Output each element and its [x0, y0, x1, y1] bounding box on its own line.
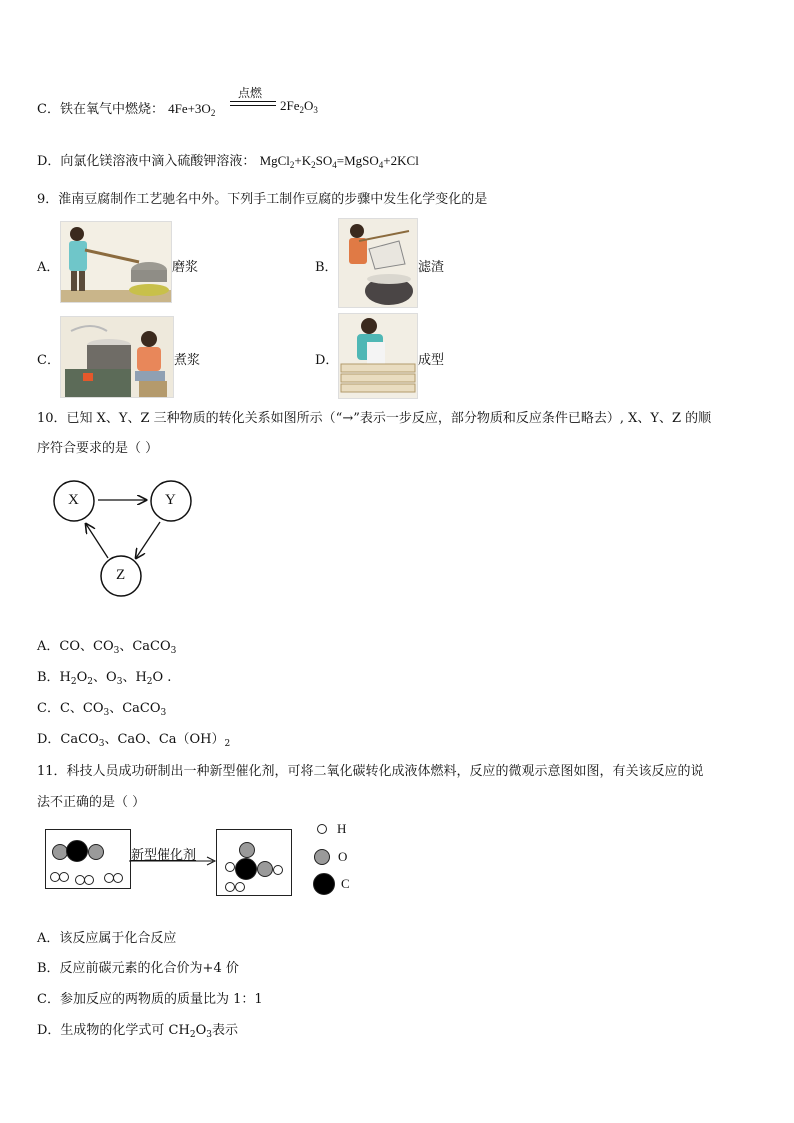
hydrogen-atom: [113, 873, 123, 883]
oxygen-atom: [239, 842, 255, 858]
q8-option-d-label: D．向氯化镁溶液中滴入硫酸钾溶液：: [37, 154, 256, 169]
reaction-condition: 点燃: [238, 86, 263, 100]
oxygen-atom: [257, 861, 273, 877]
product-box: [216, 829, 292, 896]
q10-option-d: D．CaCO$_3$、CaO、$Ca(OH)_2$: [37, 732, 231, 749]
q10-stem-line1: 10．已知 X、Y、Z 三种物质的转化关系如图所示（“→”表示一步反应，部分物质和反应条件已略去）, X、Y、Z 的顺: [37, 411, 712, 426]
legend-carbon-icon: [313, 873, 335, 895]
q9-option-d-letter: D．: [315, 353, 339, 368]
q8-option-c: [37, 98, 215, 118]
node-x: X: [68, 492, 79, 508]
q11-stem-line1: 11．科技人员成功研制出一种新型催化剂，可将二氧化碳转化成液体燃料，反应的微观示意图如图，有关该反应的说: [37, 764, 704, 779]
q11-option-a: A．该反应属于化合反应: [37, 931, 177, 946]
q9-option-d-label: 成型: [418, 353, 445, 368]
q9-option-a-letter: A．: [37, 260, 60, 275]
legend-oxygen-label: O: [338, 849, 348, 864]
legend-carbon-label: C: [341, 876, 350, 891]
q10-option-b: B．$H_2O_2$、$O_3$、$H_2O$ .: [37, 670, 172, 687]
q9-option-b-label: 滤渣: [418, 260, 445, 275]
q9-option-b-letter: B．: [315, 260, 338, 275]
q9-option-a-label: 磨浆: [172, 260, 199, 275]
shaping-illustration: [338, 313, 418, 399]
catalyst-label: 新型催化剂: [131, 848, 197, 863]
node-z: Z: [116, 567, 126, 583]
q11-option-c: C．参加反应的两物质的质量比为 1：1: [37, 992, 263, 1007]
legend-oxygen-icon: [314, 849, 330, 865]
hydrogen-atom: [235, 882, 245, 892]
equals-sign: [230, 101, 276, 106]
hydrogen-atom: [225, 862, 235, 872]
reactants-box: [45, 829, 131, 889]
hydrogen-atom: [225, 882, 235, 892]
carbon-atom: [235, 858, 257, 880]
node-y: Y: [165, 492, 176, 508]
q9-option-c-label: 煮浆: [174, 353, 201, 368]
q11-stem-line2: 法不正确的是（ ）: [37, 795, 146, 810]
q10-option-c: C．C、$CO_3$、CaCO$_3$: [37, 701, 167, 718]
q8-option-d-equation: $MgCl_2+K_2SO_4=MgSO_4+2KCl$: [259, 153, 419, 170]
legend-hydrogen-icon: [317, 824, 327, 834]
hydrogen-atom: [273, 865, 283, 875]
q9-stem: 9．淮南豆腐制作工艺驰名中外。下列手工制作豆腐的步骤中发生化学变化的是: [37, 192, 488, 207]
q10-stem-line2: 序符合要求的是（ ）: [37, 441, 159, 456]
q11-option-d: D．生成物的化学式可 $CH_2O_3$表示: [37, 1023, 238, 1040]
q11-option-b: B．反应前碳元素的化合价为+4 价: [37, 961, 239, 976]
reaction-arrow: [129, 856, 217, 866]
grinding-illustration: [60, 221, 172, 303]
hydrogen-atom: [84, 875, 94, 885]
hydrogen-atom: [59, 872, 69, 882]
oxygen-atom: [88, 844, 104, 860]
q9-option-c-letter: C．: [37, 353, 60, 368]
q8-option-d: [37, 150, 419, 170]
q8-option-c-equation-left: $4Fe+3O_2$: [168, 101, 216, 118]
legend-hydrogen-label: H: [337, 821, 347, 836]
q10-option-a: A．CO、$CO_3$、CaCO$_3$: [37, 639, 177, 656]
filtering-illustration: [338, 218, 418, 308]
carbon-atom: [66, 840, 88, 862]
q8-option-c-label: C．铁在氧气中燃烧：: [37, 102, 164, 117]
q8-option-c-equation-right: $2Fe_2O_3$: [280, 98, 318, 115]
boiling-illustration: [60, 316, 174, 398]
